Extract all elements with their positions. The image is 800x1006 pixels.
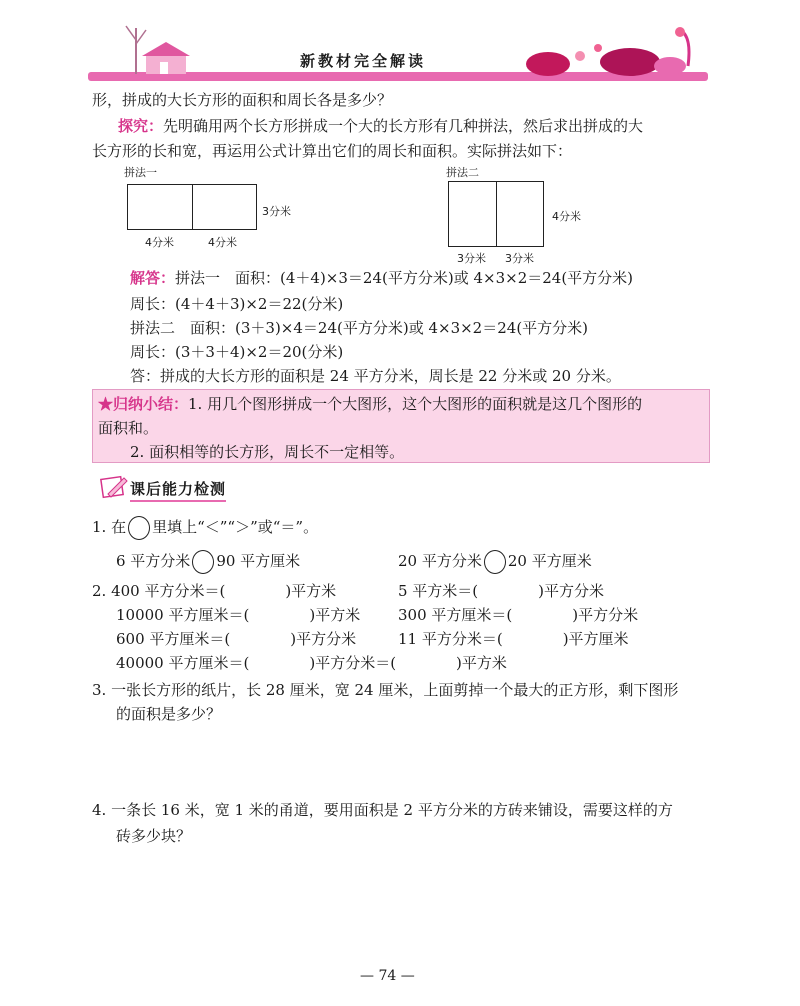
explore-text-1: 先明确用两个长方形拼成一个大的长方形有几种拼法，然后求出拼成的大 [163,117,644,135]
explore-line-2: 长方形的长和宽，再运用公式计算出它们的周长和面积。实际拼法如下： [92,142,573,160]
summary-line-3: 2. 面积相等的长方形，周长不一定相等。 [130,443,405,461]
q2-row1-b: 5 平方米＝( )平方分米 [398,582,605,600]
q2-row2-a: 10000 平方厘米＝( )平方米 [116,606,361,624]
house-tree-illustration [112,18,202,76]
q1-line [92,516,318,540]
q1-suffix: 里填上“＜”“＞”或“＝”。 [152,518,319,536]
answer-label: 解答： [130,269,176,287]
q2-row2-b: 300 平方厘米＝( )平方分米 [398,606,639,624]
q4-line-2: 砖多少块？ [116,827,192,845]
fig1-bottom-left-label: 4分米 [145,236,174,249]
summary-label: ★归纳小结： [98,395,189,413]
q1-a-answer-circle[interactable] [192,550,214,574]
q1-b-right: 20 平方厘米 [507,552,592,570]
q2-row3-a: 600 平方厘米＝( )平方分米 [116,630,357,648]
explore-line-1 [118,116,643,136]
q2-row4: 40000 平方厘米＝( )平方分米＝( )平方米 [116,654,507,672]
q1-b-answer-circle[interactable] [484,550,506,574]
fig1-side-label: 3分米 [262,205,291,218]
flower-illustration [520,26,710,76]
fig1-title: 拼法一 [124,166,157,179]
answer-line-3: 拼法二 面积：(3＋3)×4＝24(平方分米)或 4×3×2＝24(平方分米) [130,319,589,337]
fig2-rect-right [496,181,544,247]
answer-text-1: 拼法一 面积：(4＋4)×3＝24(平方分米)或 4×3×2＝24(平方分米) [175,269,634,287]
fig1-rect-right [192,184,257,230]
fig2-bottom-right-label: 3分米 [505,252,534,265]
pencil-note-icon [100,474,130,500]
problem-end-text: 形，拼成的大长方形的面积和周长各是多少？ [92,91,393,109]
q1-a-right: 90 平方厘米 [216,552,301,570]
answer-line-1 [130,268,633,288]
fig2-title: 拼法二 [446,166,479,179]
answer-line-2: 周长：(4＋4＋3)×2＝22(分米) [130,295,344,313]
fig2-bottom-left-label: 3分米 [457,252,486,265]
q4-line-1: 4. 一条长 16 米，宽 1 米的甬道，要用面积是 2 平方分米的方砖来铺设，需要这样的方 [92,801,673,819]
summary-line-2: 面积和。 [98,419,159,437]
q1-a-left: 6 平方分米 [116,552,191,570]
page-number: — 74 — [360,968,415,984]
section-title: 课后能力检测 [130,478,226,502]
header-title: 新教材完全解读 [300,52,427,70]
q2-row1-a: 2. 400 平方分米＝( )平方米 [92,582,337,600]
q3-line-2: 的面积是多少？ [116,705,222,723]
explore-label: 探究： [118,117,164,135]
q1-item-b [398,550,592,574]
q3-line-1: 3. 一张长方形的纸片，长 28 厘米，宽 24 厘米，上面剪掉一个最大的正方形，剩下图形 [92,681,679,699]
summary-line-1 [98,394,642,414]
answer-line-5: 答：拼成的大长方形的面积是 24 平方分米，周长是 22 分米或 20 分米。 [130,367,621,385]
q1-prefix: 1. 在 [92,518,127,536]
q1-b-left: 20 平方分米 [398,552,482,570]
answer-line-4: 周长：(3＋3＋4)×2＝20(分米) [130,343,344,361]
q1-example-circle [128,516,150,540]
q2-row3-b: 11 平方分米＝( )平方厘米 [398,630,629,648]
summary-text-1: 1. 用几个图形拼成一个大图形，这个大图形的面积就是这几个图形的 [188,395,643,413]
q1-item-a [116,550,300,574]
fig2-side-label: 4分米 [552,210,581,223]
fig1-bottom-right-label: 4分米 [208,236,237,249]
